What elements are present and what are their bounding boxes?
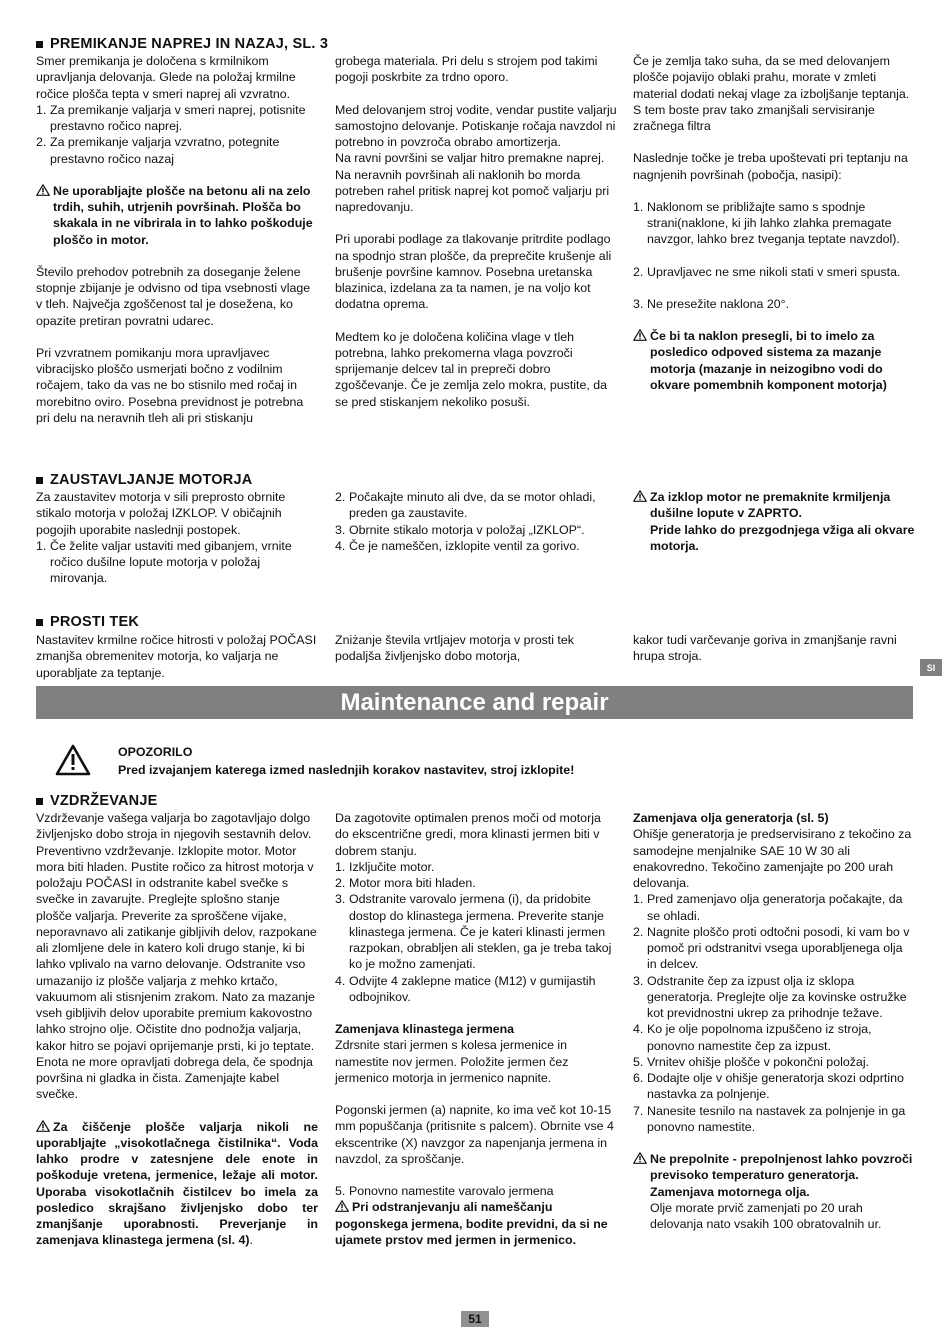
list-item: 2. Za premikanje valjarja vzvratno, potegnite prestavno ročico nazaj bbox=[36, 135, 280, 166]
paragraph: Število prehodov potrebnih za doseganje želene stopnje zbijanje je odvisno od tipa vsebnosti vlage v tleh. Največja zgoščenost tal je dosežena, ko opazite pretiran povratni udarec. bbox=[36, 264, 311, 328]
paragraph: Vzdrževanje vašega valjarja bo zagotavljajo dolgo življenjsko dobo stroja in njegovih sestavnih delov. Preventivno vzdrževanje. Izklopite motor. Motor mora biti hladen. Pustite ročico za hitrost motorja v položaju POČASI in odstranite kabel svečke s svečke in zavarujte. Preglejte splošno stanje plošče valjarja. Preverite za sproščene vijake, neporavnavo ali zatikanje gibljivih delov, razpokane ali zlomljene dele in katero koli drugo stanje, ki bi lahko vplivalo na varno delovanje. Odstranite vso umazanijo iz plošče valjarja z mehko krtačo, vakuumom ali stisnjenim zrakom. Nato za mazanje vseh gibljivih delov uporabite premium kakovostno lahko strojno olje. Očistite dno podnožja valjarja, kakor hitro se pojavi oprijemanje prsti, ki jo teptate. Enota ne more opravljati dobrega dela, če spodnja površina ni gladka in čista. Zamenjajte kabel svečke. bbox=[36, 811, 317, 1102]
paragraph: Če je zemlja tako suha, da se med delovanjem plošče pojavijo oblaki prahu, morate v zmleti material dodati nekaj vlage za izboljšanje teptanja. S tem boste prav tako zmanjšali servisiranje zračnega filtra bbox=[633, 54, 910, 133]
s2-column-2 bbox=[335, 489, 617, 554]
paragraph: Smer premikanja je določena s krmilnikom upravljanja delovanja. Glede na položaj krmilne ročice plošča tepta v smeri naprej ali vzvratno. bbox=[36, 54, 296, 101]
warning-icon bbox=[633, 329, 647, 341]
s2-column-3 bbox=[633, 489, 915, 554]
paragraph: grobega materiala. Pri delu s strojem pod takimi pogoji poskrbite za trdno oporo. bbox=[335, 54, 598, 85]
list-item: 1. Če želite valjar ustaviti med gibanjem, vrnite ročico dušilne lopute motorja v položaj mirovanja. bbox=[36, 538, 292, 586]
list-item: 5. Ponovno namestite varovalo jermena bbox=[335, 1184, 554, 1198]
list-item: 7. Nanesite tesnilo na nastavek za polnjenje in ga ponovno namestite. bbox=[633, 1103, 906, 1134]
warning-icon bbox=[633, 490, 647, 502]
subheading: Zamenjava olja generatorja (sl. 5) bbox=[633, 811, 829, 825]
caution-icon bbox=[55, 744, 91, 776]
s4-column-1 bbox=[36, 810, 318, 1249]
subheading: Zamenjava klinastega jermena bbox=[335, 1022, 515, 1036]
caution-text: Pred izvajanjem katerega izmed naslednjih korakov nastavitev, stroj izklopite! bbox=[118, 763, 575, 777]
bullet-square-icon bbox=[36, 798, 43, 805]
paragraph: Zdrsnite stari jermen s kolesa jermenice in namestite nov jermen. Položite jermen čez jermenico motorja in jermenico napnite. bbox=[335, 1038, 569, 1085]
list-item: 2. Počakajte minuto ali dve, da se motor ohladi, preden ga zaustavite. bbox=[335, 490, 596, 521]
warning-icon bbox=[36, 1120, 50, 1132]
paragraph: Naslednje točke je treba upoštevati pri teptanju na nagnjenih površinah (pobočja, nasipi): bbox=[633, 151, 908, 182]
s3-column-1 bbox=[36, 632, 318, 681]
warning-icon bbox=[633, 1152, 647, 1164]
list-item: 3. Ne presežite naklona 20°. bbox=[633, 296, 790, 311]
paragraph: Ohišje generatorja je predservisirano z tekočino za samodejne menjalnike SAE 10 W 30 ali enakovredno. Tekočino zamenjajte po 200 urah delovanja. bbox=[633, 827, 912, 890]
language-tab: SI bbox=[920, 659, 942, 676]
paragraph: Pri uporabi podlage za tlakovanje pritrdite podlago na spodnjo stran plošče, da preprečite krušenje ali brušenje površine kamnov. Posebna uretanska blazinica, izdelana za ta namen, je na voljo kot dodatna oprema. bbox=[335, 232, 612, 312]
list-item: 1. Izključite motor. bbox=[335, 859, 435, 874]
section-heading-engine-stop: ZAUSTAVLJANJE MOTORJA bbox=[36, 472, 252, 488]
warning-note: Pri odstranjevanju ali nameščanju pogonskega jermena, bodite previdni, da si ne ujamete prstov med jermen in jermenico. bbox=[335, 1200, 608, 1247]
list-item: 2. Nagnite ploščo proti odtočni posodi, ki vam bo v pomoč pri odstranitvi vsega uporabljenega olja in delcev. bbox=[633, 924, 910, 972]
paragraph: Pri vzvratnem pomikanju mora upravljavec vibracijsko ploščo usmerjati bočno z vodilnim ročajem, tako da vas ne bo stisnilo med ročaj in morebitno oviro. Posebna previdnost je potrebna pri delu na neravnih tleh ali pri stiskanju bbox=[36, 345, 304, 425]
section-heading-maintenance: VZDRŽEVANJE bbox=[36, 793, 157, 809]
list-item: 1. Za premikanje valjarja v smeri naprej, potisnite prestavno ročico naprej. bbox=[36, 102, 306, 133]
paragraph: Med delovanjem stroj vodite, vendar pustite valjarju samostojno delovanje. Potiskanje ročaja navzdol ni potrebno in povzroča obrabo amortizerja. bbox=[335, 102, 617, 149]
bullet-square-icon bbox=[36, 477, 43, 484]
bullet-square-icon bbox=[36, 619, 43, 626]
list-item: 1. Pred zamenjavo olja generatorja počakajte, da se ohladi. bbox=[633, 892, 903, 923]
list-item: 3. Odstranite varovalo jermena (i), da pridobite dostop do klinastega jermena. Preverite stanje klinastega jermena. Če je kateri klinasti jermen razpokan, obrabljen ali steklen, ga je treba takoj ko je možno zamenjati. bbox=[335, 892, 612, 972]
list-item: 2. Motor mora biti hladen. bbox=[335, 876, 476, 890]
page-number: 51 bbox=[461, 1311, 489, 1327]
s3-column-3 bbox=[633, 632, 915, 665]
section-heading-forward-reverse: PREMIKANJE NAPREJ IN NAZAJ, SL. 3 bbox=[36, 36, 328, 52]
warning-note: Če bi ta naklon presegli, bi to imelo za posledico odpoved sistema za mazanje motorja (mazanje in neizogibno vodi do okvare pomembnih komponent motorja) bbox=[633, 328, 915, 393]
warning-note: Ne uporabljajte plošče na betonu ali na zelo trdih, suhih, utrjenih površinah. Plošča bo skakala in ne vibrirala in to lahko poškoduje ploščo in motor. bbox=[36, 183, 318, 248]
s1-column-2 bbox=[335, 53, 617, 410]
list-item: 5. Vrnitev ohišje plošče v pokončni položaj. bbox=[633, 1054, 870, 1069]
paragraph: Da zagotovite optimalen prenos moči od motorja do ekscentrične gredi, mora klinasti jermen biti v dobrem stanju. bbox=[335, 811, 601, 858]
s4-column-3 bbox=[633, 810, 915, 1232]
s1-column-3 bbox=[633, 53, 915, 393]
list-item: 4. Ko je olje popolnoma izpuščeno iz stroja, ponovno namestite čep za izpust. bbox=[633, 1022, 872, 1053]
s3-column-2 bbox=[335, 632, 617, 665]
bullet-square-icon bbox=[36, 41, 43, 48]
section-heading-idle: PROSTI TEK bbox=[36, 614, 139, 630]
warning-note: Za čiščenje plošče valjarja nikoli ne uporabljajte „visokotlačnega čistilnika“. Voda lahko prodre v zatesnjene dele enote in poškoduje vretena, jermenice, ležaje ali motor. Uporaba visokotlačnih čistilcev bo imela za posledico skrajšano življenjsko dobo ter zmanjšanje uporabnosti. Preverjanje in zamenjava klinastega jermena (sl. 4). bbox=[36, 1119, 318, 1248]
list-item: 6. Dodajte olje v ohišje generatorja skozi odprtino nastavka za polnjenje. bbox=[633, 1071, 904, 1102]
list-item: 2. Upravljavec ne sme nikoli stati v smeri spusta. bbox=[633, 264, 901, 279]
s1-column-1 bbox=[36, 53, 318, 426]
paragraph: kakor tudi varčevanje goriva in zmanjšanje ravni hrupa stroja. bbox=[633, 633, 897, 664]
s4-column-2 bbox=[335, 810, 617, 1248]
list-item: 3. Obrnite stikalo motorja v položaj „IZKLOP“. bbox=[335, 522, 585, 537]
s2-column-1 bbox=[36, 489, 318, 587]
paragraph: Na ravni površini se valjar hitro premakne naprej. Na neravnih površinah ali naklonih bo morda potreben rahel pritisk naprej kot pomoč valjarju pri napredovanju. bbox=[335, 151, 610, 214]
warning-note: Za izklop motor ne premaknite krmiljenja dušilne lopute v ZAPRTO. Pride lahko do prezgodnjega vžiga ali okvare motorja. bbox=[633, 489, 915, 554]
paragraph: Nastavitev krmilne ročice hitrosti v položaj POČASI zmanjša obremenitev motorja, ko valjarja ne uporabljate za teptanje. bbox=[36, 633, 317, 680]
list-item: 4. Odvijte 4 zaklepne matice (M12) v gumijastih odbojnikov. bbox=[335, 973, 596, 1004]
section-banner: Maintenance and repair bbox=[36, 686, 913, 719]
paragraph: Zniżanje števila vrtljajev motorja v prosti tek podaljša življenjsko dobo motorja, bbox=[335, 633, 574, 664]
warning-icon bbox=[335, 1200, 349, 1212]
warning-note: Ne prepolnite - prepolnjenost lahko povzroči previsoko temperaturo generatorja. Zamenjava motornega olja. Olje morate prvič zamenjati po 20 urah delovanja nato vsakih 100 obratovalnih ur. bbox=[633, 1151, 915, 1232]
paragraph: Medtem ko je določena količina vlage v tleh potrebna, lahko prekomerna vlaga povzroči sprijemanje delcev tal in prepreči dobro zgoščevanje. Če je zemlja zelo mokra, pustite, da se pred stiskanjem nekoliko posuši. bbox=[335, 329, 608, 409]
list-item: 1. Naklonom se približajte samo s spodnje strani(naklone, ki jih lahko zlahka premagate navzgor, lahko brez tveganja teptate navzdol). bbox=[633, 199, 900, 247]
caution-title: OPOZORILO bbox=[118, 745, 193, 759]
paragraph: Pogonski jermen (a) napnite, ko ima več kot 10-15 mm popuščanja (pritisnite s palcem). Obrnite vse 4 ekscentrike (X) navzgor za napenjanja jermena in navzdol, za sproščanje. bbox=[335, 1103, 614, 1166]
list-item: 3. Odstranite čep za izpust olja iz sklopa generatorja. Preglejte olje za kovinske ostružke kot previdnostni ukrep za prihodnje težave. bbox=[633, 973, 907, 1020]
paragraph: Za zaustavitev motorja v sili preprosto obrnite stikalo motorja v položaj IZKLOP. V običajnih pogojih uporabite naslednji postopek. bbox=[36, 490, 286, 537]
list-item: 4. Če je nameščen, izklopite ventil za gorivo. bbox=[335, 538, 580, 553]
warning-icon bbox=[36, 184, 50, 196]
